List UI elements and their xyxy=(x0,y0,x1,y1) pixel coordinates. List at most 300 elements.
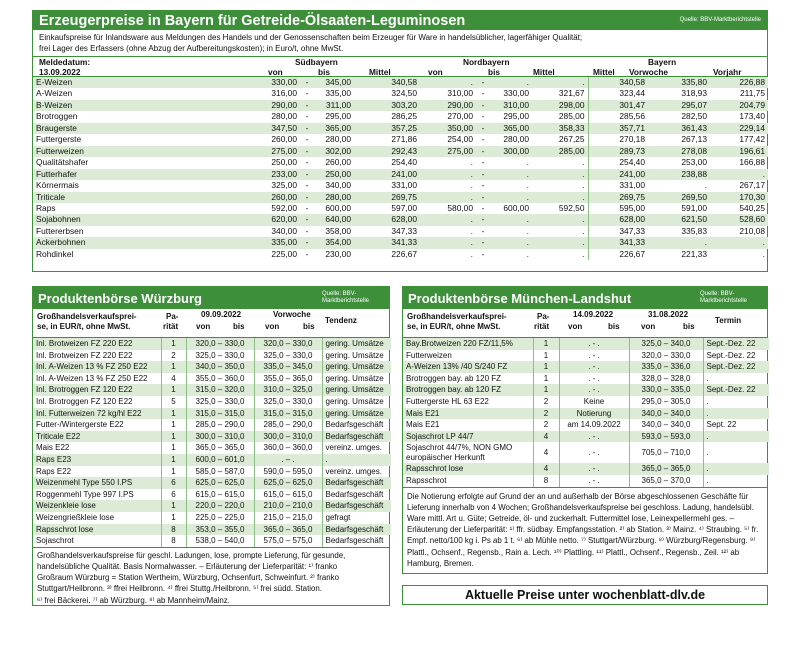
cell-value: . xyxy=(704,180,707,191)
cell-value: 310,0 – 325,0 xyxy=(254,384,322,396)
row-label: Sojabohnen xyxy=(33,214,248,225)
cell-value: 233,00 xyxy=(248,169,300,180)
col-bis: bis xyxy=(683,322,695,331)
cell-value: 365,0 – 365,0 xyxy=(254,524,322,536)
cell-value: . xyxy=(703,463,769,475)
table-row xyxy=(33,535,391,547)
table-row xyxy=(33,180,768,191)
cell-value: . xyxy=(526,225,529,236)
cell-value: 335,00 xyxy=(248,237,300,248)
cell-value: 331,00 xyxy=(588,180,648,191)
table-row xyxy=(403,396,769,408)
cell-value: 282,50 xyxy=(681,111,707,122)
cell-value: 241,00 xyxy=(354,169,420,180)
cell-value: . xyxy=(420,214,476,225)
row-label: Roggenmehl Type 997 I.PS xyxy=(36,489,134,499)
cell-value: . xyxy=(490,237,532,248)
cell-value: 290,00 xyxy=(248,100,300,111)
table-row xyxy=(33,361,391,373)
cell-value: - xyxy=(481,157,485,168)
cell-value: 347,50 xyxy=(248,123,300,134)
source-note: Quelle: BBV-Marktberichtstelle xyxy=(679,17,761,24)
cell-value: . - . xyxy=(559,442,629,463)
erzeugerpreise-section xyxy=(32,10,768,272)
cell-value: 269,75 xyxy=(588,192,648,203)
head-line: Großhandelsverkaufsprei- xyxy=(407,312,507,321)
table-row xyxy=(403,463,769,475)
col-bis: bis xyxy=(303,322,315,331)
cell-value: 254,40 xyxy=(391,157,417,168)
cell-value: 4 xyxy=(533,431,559,443)
cell-value: . xyxy=(420,77,476,88)
wuerzburg-panel xyxy=(32,286,390,606)
cell-value: - xyxy=(476,237,490,248)
footnote-line: Großhandelsverkaufspreise für geschl. Ladungen, lose, prompte Lieferung, für gesunde, xyxy=(37,550,346,560)
cell-value: . xyxy=(470,180,473,191)
cell-value: Sept.-Dez. 22 xyxy=(703,361,769,373)
cell-value: - xyxy=(300,169,314,180)
cell-value: am 14.09.2022 xyxy=(559,419,629,431)
row-label: Mais E21 xyxy=(406,420,440,430)
cell-value: 590,0 – 595,0 xyxy=(254,466,322,478)
row-label: Sojaschrot xyxy=(36,536,74,546)
cell-value: 215,0 – 215,0 xyxy=(254,512,322,524)
footnote-line: handelsübliche Qualität. Basis Normalwasser. – Erläuterung der Lieferparität: ¹⁾ franko xyxy=(37,561,338,571)
cell-value: 226,88 xyxy=(710,77,768,88)
table-row xyxy=(33,408,391,420)
cell-value: Notierung xyxy=(559,408,629,420)
cell-value: 320,0 – 330,0 xyxy=(186,338,254,350)
row-label: Futtergerste xyxy=(36,134,82,145)
cell-value: 225,00 xyxy=(271,248,297,259)
row-label: Ackerbohnen xyxy=(33,237,248,248)
cell-value: 315,0 – 315,0 xyxy=(254,408,322,420)
cell-value: 300,0 – 310,0 xyxy=(186,431,254,443)
table-row xyxy=(403,431,769,443)
row-label: Futterweizen xyxy=(406,350,452,360)
cell-value: 354,00 xyxy=(314,237,354,248)
cell-value: - xyxy=(481,88,485,99)
cell-value: - xyxy=(305,202,309,213)
cell-value: 640,00 xyxy=(314,214,354,225)
cell-value: 241,00 xyxy=(588,169,648,180)
cell-value: 269,75 xyxy=(354,192,420,203)
cell-value: 260,00 xyxy=(325,157,351,168)
cell-value: 1 xyxy=(161,431,186,443)
table-row xyxy=(403,384,769,396)
muenchen-table xyxy=(403,338,769,487)
cell-value: 6 xyxy=(161,489,186,501)
cell-value: 355,0 – 360,0 xyxy=(186,373,254,385)
cell-value: 8 xyxy=(161,535,186,547)
row-label: Weizenmehl Type 550 I.PS xyxy=(33,477,161,489)
cell-value: 267,13 xyxy=(681,134,707,145)
cell-value: 295,0 – 305,0 xyxy=(629,396,703,408)
cell-value: vereinz. umges. xyxy=(322,466,391,478)
cell-value: . xyxy=(532,77,588,88)
cell-value: 310,00 xyxy=(490,100,532,111)
cell-value: 625,0 – 625,0 xyxy=(186,477,254,489)
cell-value: 2 xyxy=(533,408,559,420)
cell-value: 358,00 xyxy=(325,225,351,236)
cell-value: - xyxy=(476,192,490,203)
cell-value: . - . xyxy=(559,431,629,443)
row-label: Inl. Brotroggen FZ 120 E22 xyxy=(36,396,133,406)
website-box[interactable] xyxy=(402,585,768,605)
row-label: Futtergerste HL 63 E22 xyxy=(406,396,489,406)
cell-value: gering. Umsätze xyxy=(322,338,391,350)
cell-value: . xyxy=(420,169,476,180)
cell-value: - xyxy=(476,77,490,88)
cell-value: Bedarfsgeschäft xyxy=(322,500,391,512)
cell-value: 625,0 – 625,0 xyxy=(254,477,322,489)
cell-value: 210,0 – 210,0 xyxy=(254,500,322,512)
cell-value: 295,00 xyxy=(325,111,351,122)
cell-value: gering. Umsätze xyxy=(322,373,391,385)
table-row xyxy=(33,100,768,111)
paritaet-head: Pa- xyxy=(166,312,179,321)
cell-value: 8 xyxy=(161,524,186,536)
table-row xyxy=(33,477,391,489)
cell-value: . xyxy=(703,396,769,408)
date-prev: 31.08.2022 xyxy=(648,310,689,319)
table-row xyxy=(33,249,768,260)
cell-value: Bedarfsgeschäft xyxy=(322,535,391,547)
cell-value: 591,00 xyxy=(681,202,707,213)
cell-value: . xyxy=(582,248,585,259)
cell-value: 1 xyxy=(533,373,559,385)
cell-value: 270,00 xyxy=(447,111,473,122)
cell-value: 335,80 xyxy=(648,77,710,88)
cell-value: - xyxy=(300,214,314,225)
table-row xyxy=(33,77,768,88)
row-label: Weizengrießkleie lose xyxy=(36,512,115,522)
cell-value: 340,0 – 340,0 xyxy=(629,419,703,431)
cell-value: 238,88 xyxy=(648,169,710,180)
source-note: Quelle: BBV-Marktberichtstelle xyxy=(700,291,748,304)
cell-value: . xyxy=(582,225,585,236)
row-label: Mais E22 xyxy=(36,443,70,453)
row-label: Weizenkleie lose xyxy=(33,500,161,512)
cell-value: 365,0 – 365,0 xyxy=(186,442,254,454)
cell-value: 340,00 xyxy=(325,180,351,191)
cell-value: 315,0 – 320,0 xyxy=(186,384,254,396)
cell-value: 331,00 xyxy=(391,180,417,191)
cell-value: - xyxy=(305,111,309,122)
cell-value: 1 xyxy=(161,442,186,454)
cell-value: 330,00 xyxy=(503,88,529,99)
cell-value: 230,00 xyxy=(325,248,351,259)
table-row xyxy=(403,350,769,362)
row-label: Sojaschrot 44/7%, NON GMO europäischer Herkunft xyxy=(406,443,513,462)
cell-value: . – . xyxy=(254,454,322,466)
row-label: A-Weizen 13% /40 S/240 FZ xyxy=(403,361,533,373)
cell-value: 196,61 xyxy=(710,146,768,157)
cell-value: 316,00 xyxy=(271,88,297,99)
cell-value: 285,00 xyxy=(558,111,585,122)
head-line: se, in EUR/t, ohne MwSt. xyxy=(407,322,501,331)
panel-title: Produktenbörse Würzburg xyxy=(38,290,202,306)
cell-value: 315,0 – 315,0 xyxy=(186,408,254,420)
cell-value: 280,00 xyxy=(271,111,297,122)
row-label: A-Weizen xyxy=(36,88,73,99)
cell-value: 221,33 xyxy=(681,248,707,259)
table-row xyxy=(33,524,391,536)
cell-value: 361,43 xyxy=(648,123,710,134)
table-row xyxy=(33,237,768,248)
paritaet-head: rität xyxy=(534,322,550,331)
cell-value: 318,93 xyxy=(681,88,707,99)
row-label: Raps xyxy=(36,202,56,213)
cell-value: 335,0 – 345,0 xyxy=(254,361,322,373)
row-label: Inl. Futterweizen 72 kg/hl E22 xyxy=(33,408,161,420)
cell-value: 357,25 xyxy=(354,123,420,134)
cell-value: 597,00 xyxy=(391,202,417,213)
row-label: Futterhafer xyxy=(33,169,248,180)
cell-value: 580,00 xyxy=(447,202,473,213)
cell-value: 1 xyxy=(533,361,559,373)
cell-value: . xyxy=(648,237,710,248)
cell-value: 705,0 – 710,0 xyxy=(629,442,703,463)
row-label: Futterweizen xyxy=(33,146,248,157)
cell-value: 254,40 xyxy=(588,157,648,168)
cell-value: 1 xyxy=(161,384,186,396)
cell-value: 335,00 xyxy=(325,88,351,99)
row-label: Brotroggen xyxy=(36,111,78,122)
row-label: Qualitätshafer xyxy=(36,157,89,168)
group-nordbayern: Nordbayern xyxy=(463,57,510,67)
cell-value: - xyxy=(481,134,485,145)
cell-value: 330,0 – 335,0 xyxy=(629,384,703,396)
cell-value: 250,00 xyxy=(271,157,297,168)
row-label: Bay.Brotweizen 220 FZ/11,5% xyxy=(403,338,533,350)
row-label: Inl. Brotweizen FZ 220 E22 xyxy=(33,338,161,350)
row-label: Mais E21 xyxy=(403,408,533,420)
cell-value: . - . xyxy=(559,463,629,475)
paritaet-head: Pa- xyxy=(537,312,550,321)
description-line: Einkaufspreise für Inlandsware aus Meldungen des Handels und der Genossenschaften beim Erzeuger für Ware in handelsüblicher, lagerfähiger Qualität; xyxy=(39,33,583,42)
cell-value: . xyxy=(582,157,585,168)
table-row xyxy=(403,338,769,350)
footnote-line: ⁶⁾ frei Bäckerei. ⁷⁾ ab Würzburg. ⁸⁾ ab Mannheim/Mainz. xyxy=(37,595,230,605)
cell-value: gefragt xyxy=(322,512,391,524)
col-bis: bis xyxy=(488,67,500,77)
cell-value: 620,00 xyxy=(248,214,300,225)
cell-value: 280,00 xyxy=(314,192,354,203)
cell-value: 628,00 xyxy=(588,214,648,225)
muenchen-column-header xyxy=(403,309,767,338)
cell-value: - xyxy=(300,123,314,134)
cell-value: 1 xyxy=(161,500,186,512)
cell-value: gering. Umsätze xyxy=(322,361,391,373)
table-row xyxy=(33,123,768,134)
cell-value: 2 xyxy=(533,419,559,431)
cell-value: 173,40 xyxy=(739,111,765,122)
cell-value: 289,73 xyxy=(588,146,648,157)
source-note: Quelle: BBV-Marktberichtstelle xyxy=(322,291,370,304)
cell-value: 1 xyxy=(161,408,186,420)
wuerzburg-table xyxy=(33,338,391,547)
cell-value: . - . xyxy=(559,361,629,373)
cell-value: 269,50 xyxy=(648,192,710,203)
cell-value: 292,43 xyxy=(354,146,420,157)
cell-value: - xyxy=(476,100,490,111)
cell-value: 1 xyxy=(533,350,559,362)
cell-value: Bedarfsgeschäft xyxy=(322,477,391,489)
cell-value: 321,67 xyxy=(558,88,585,99)
cell-value: 2 xyxy=(533,396,559,408)
cell-value: . xyxy=(703,431,769,443)
cell-value: 298,00 xyxy=(532,100,588,111)
cell-value: 270,18 xyxy=(588,134,648,145)
wuerzburg-footnote xyxy=(33,547,389,608)
erzeugerpreise-table xyxy=(33,77,768,260)
col-bis: bis xyxy=(608,322,620,331)
cell-value: gering. Umsätze xyxy=(322,396,391,408)
cell-value: . xyxy=(490,169,532,180)
cell-value: 177,42 xyxy=(739,134,765,145)
website-link[interactable]: Aktuelle Preise unter wochenblatt-dlv.de xyxy=(464,588,706,602)
cell-value: 358,33 xyxy=(532,123,588,134)
cell-value: 528,60 xyxy=(710,214,768,225)
cell-value: 320,0 – 330,0 xyxy=(254,338,322,350)
col-bis: bis xyxy=(318,67,330,77)
cell-value: 295,00 xyxy=(503,111,529,122)
cell-value: Keine xyxy=(559,396,629,408)
cell-value: 210,08 xyxy=(739,225,765,236)
cell-value: - xyxy=(481,225,485,236)
cell-value: vereinz. umges. xyxy=(322,442,391,454)
cell-value: Sept.-Dez. 22 xyxy=(703,338,769,350)
cell-value: 347,33 xyxy=(391,225,417,236)
table-row xyxy=(33,384,391,396)
row-label: Brotroggen bay. ab 120 FZ xyxy=(406,373,502,383)
cell-value: - xyxy=(300,192,314,203)
cell-value: 1 xyxy=(161,419,186,431)
cell-value: . xyxy=(470,248,473,259)
row-label: Inl. A-Weizen 13 % FZ 250 E22 xyxy=(36,373,148,383)
row-label: Futtererbsen xyxy=(36,225,84,236)
cell-value: 285,0 – 290,0 xyxy=(186,419,254,431)
row-label: Raps E22 xyxy=(36,466,72,476)
cell-value: 1 xyxy=(161,466,186,478)
col-bis: bis xyxy=(233,322,245,331)
cell-value: . - . xyxy=(559,475,629,487)
cell-value: . xyxy=(322,454,391,466)
cell-value: gering. Umsätze xyxy=(322,350,391,362)
cell-value: 285,00 xyxy=(532,146,588,157)
cell-value: . xyxy=(490,214,532,225)
cell-value: - xyxy=(300,77,314,88)
table-row xyxy=(33,419,391,431)
section-description xyxy=(33,30,767,56)
row-label: Inl. Brotroggen FZ 120 E22 xyxy=(33,384,161,396)
cell-value: 267,17 xyxy=(739,180,765,191)
cell-value: 220,0 – 220,0 xyxy=(186,500,254,512)
cell-value: - xyxy=(305,225,309,236)
description-line: frei Lager des Erfassers (ohne Abzug der Aufbereitungskosten); in Euro/t, ohne MwSt. xyxy=(39,44,344,53)
cell-value: 592,50 xyxy=(558,202,585,213)
cell-value: Bedarfsgeschäft xyxy=(322,489,391,501)
cell-value: 600,00 xyxy=(503,202,529,213)
cell-value: . - . xyxy=(559,384,629,396)
table-row xyxy=(33,111,768,122)
cell-value: 267,25 xyxy=(558,134,585,145)
cell-value: 300,0 – 310,0 xyxy=(254,431,322,443)
cell-value: - xyxy=(481,248,485,259)
cell-value: gering. Umsätze xyxy=(322,384,391,396)
cell-value: Bedarfsgeschäft xyxy=(322,431,391,443)
cell-value: Sept.-Dez. 22 xyxy=(703,350,769,362)
cell-value: 330,00 xyxy=(248,77,300,88)
cell-value: 340,0 – 350,0 xyxy=(186,361,254,373)
table-row xyxy=(33,489,391,501)
cell-value: 365,0 – 365,0 xyxy=(629,463,703,475)
row-label: Triticale E22 xyxy=(33,431,161,443)
cell-value: . xyxy=(420,192,476,203)
row-label: Inl. A-Weizen 13 % FZ 250 E22 xyxy=(33,361,161,373)
cell-value: Sept. 22 xyxy=(703,419,769,431)
cell-value: 211,75 xyxy=(740,88,765,99)
cell-value: 357,71 xyxy=(588,123,648,134)
cell-value: . xyxy=(470,157,473,168)
cell-value: . xyxy=(703,475,769,487)
cell-value: 260,00 xyxy=(248,192,300,203)
cell-value: 6 xyxy=(161,477,186,489)
cell-value: 8 xyxy=(533,475,559,487)
cell-value: 271,86 xyxy=(391,134,417,145)
cell-value: 225,0 – 225,0 xyxy=(186,512,254,524)
row-label: Körnermais xyxy=(36,180,79,191)
cell-value: - xyxy=(300,146,314,157)
cell-value: 295,07 xyxy=(648,100,710,111)
cell-value: 278,08 xyxy=(648,146,710,157)
cell-value: - xyxy=(481,180,485,191)
cell-value: 4 xyxy=(533,442,559,463)
cell-value: . xyxy=(532,192,588,203)
wuerzburg-column-header xyxy=(33,309,389,338)
cell-value: 275,00 xyxy=(248,146,300,157)
cell-value: 275,00 xyxy=(420,146,476,157)
cell-value: Bedarfsgeschäft xyxy=(322,524,391,536)
cell-value: - xyxy=(305,248,309,259)
footnote-line: Großraum Würzburg = Station Wertheim, Würzburg, Ochsenfurt, Schweinfurt. ²⁾ franko xyxy=(37,573,339,583)
table-row xyxy=(33,431,391,443)
table-row xyxy=(33,157,768,168)
group-suedbayern: Südbayern xyxy=(295,57,338,67)
row-label: Rohdinkel xyxy=(36,248,74,259)
cell-value: . xyxy=(703,408,769,420)
cell-value: 286,25 xyxy=(391,111,417,122)
cell-value: . xyxy=(420,237,476,248)
cell-value: 280,00 xyxy=(325,134,351,145)
cell-value: 204,79 xyxy=(710,100,768,111)
col-von: von xyxy=(641,322,656,331)
cell-value: 2 xyxy=(161,350,186,362)
cell-value: 1 xyxy=(161,361,186,373)
cell-value: 335,83 xyxy=(681,225,707,236)
cell-value: - xyxy=(476,214,490,225)
cell-value: 323,44 xyxy=(588,88,648,99)
row-label: Triticale xyxy=(33,192,248,203)
row-label: E-Weizen xyxy=(33,77,248,88)
cell-value: 1 xyxy=(533,338,559,350)
cell-value: - xyxy=(305,157,309,168)
cell-value: 324,50 xyxy=(391,88,417,99)
cell-value: 226,67 xyxy=(391,248,417,259)
cell-value: 585,0 – 587,0 xyxy=(186,466,254,478)
cell-value: - xyxy=(300,237,314,248)
